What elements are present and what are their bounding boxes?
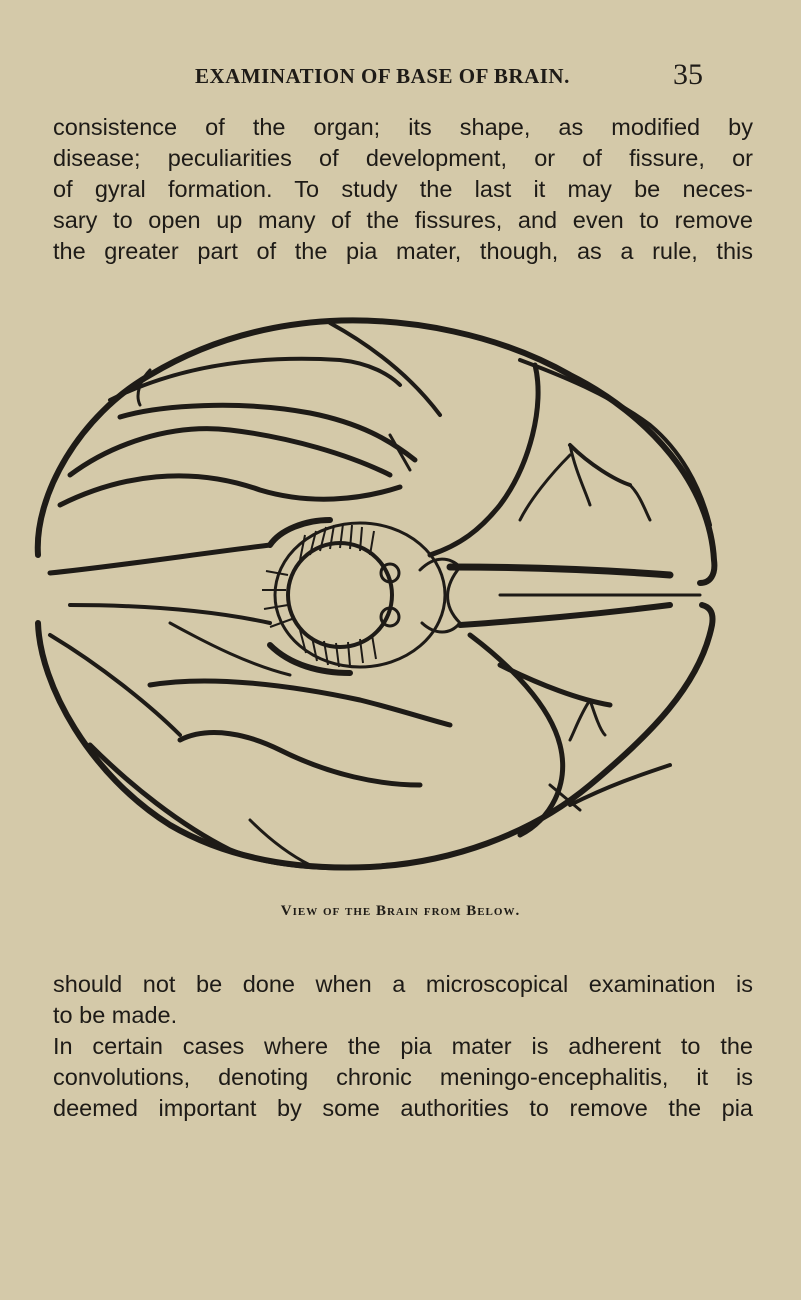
- text-line: the greater part of the pia mater, though, as a rule, this: [53, 238, 753, 264]
- gyrus-line: [430, 365, 538, 555]
- gyrus-line: [110, 359, 400, 400]
- gyrus-line: [470, 635, 563, 835]
- outline-lower: [38, 605, 713, 868]
- figure-caption: View of the Brain from Below.: [280, 903, 521, 919]
- text-line: to be made.: [53, 1002, 178, 1028]
- fissure-left-lower: [70, 605, 270, 623]
- running-title: EXAMINATION OF BASE OF BRAIN.: [195, 64, 570, 88]
- text-line: should not be done when a microscopical examination is: [53, 971, 753, 997]
- cerebellar-peduncle: [270, 520, 330, 545]
- gyrus-line: [570, 700, 590, 740]
- gyrus-line: [630, 485, 650, 520]
- text-line: In certain cases where the pia mater is adherent to the: [53, 1033, 753, 1059]
- text-line: deemed important by some authorities to remove the pia: [53, 1095, 753, 1121]
- running-head: [0, 58, 801, 91]
- gyrus-line: [70, 429, 390, 475]
- text-line: sary to open up many of the fissures, and even to remove: [53, 207, 753, 233]
- text-line: disease; peculiarities of development, or of fissure, or: [53, 145, 753, 171]
- gyrus-line: [570, 765, 670, 805]
- gyrus-line: [60, 476, 400, 505]
- gyrus-line: [500, 665, 610, 705]
- text-line: consistence of the organ; its shape, as modified by: [53, 114, 753, 140]
- gyrus-line: [150, 681, 450, 725]
- fissure-right-upper: [450, 567, 670, 575]
- brain-base-drawing: [30, 305, 720, 885]
- gyrus-line: [520, 455, 570, 520]
- brainstem-center: [288, 543, 392, 647]
- text-line: convolutions, denoting chronic meningo-encephalitis, it is: [53, 1064, 753, 1090]
- gyrus-line: [90, 745, 390, 868]
- paragraph-top: [53, 112, 753, 267]
- gyrus-line: [520, 360, 710, 525]
- fissure-left-upper: [50, 545, 270, 573]
- text-line: of gyral formation. To study the last it may be neces-: [53, 176, 753, 202]
- gyrus-line: [180, 733, 420, 785]
- brain-illustration: [30, 305, 720, 885]
- outline-upper: [38, 320, 715, 583]
- page-number: 35: [673, 58, 703, 91]
- gyrus-line: [330, 323, 440, 415]
- fissure-right-lower: [460, 605, 670, 625]
- paragraph-bottom: [53, 969, 753, 1124]
